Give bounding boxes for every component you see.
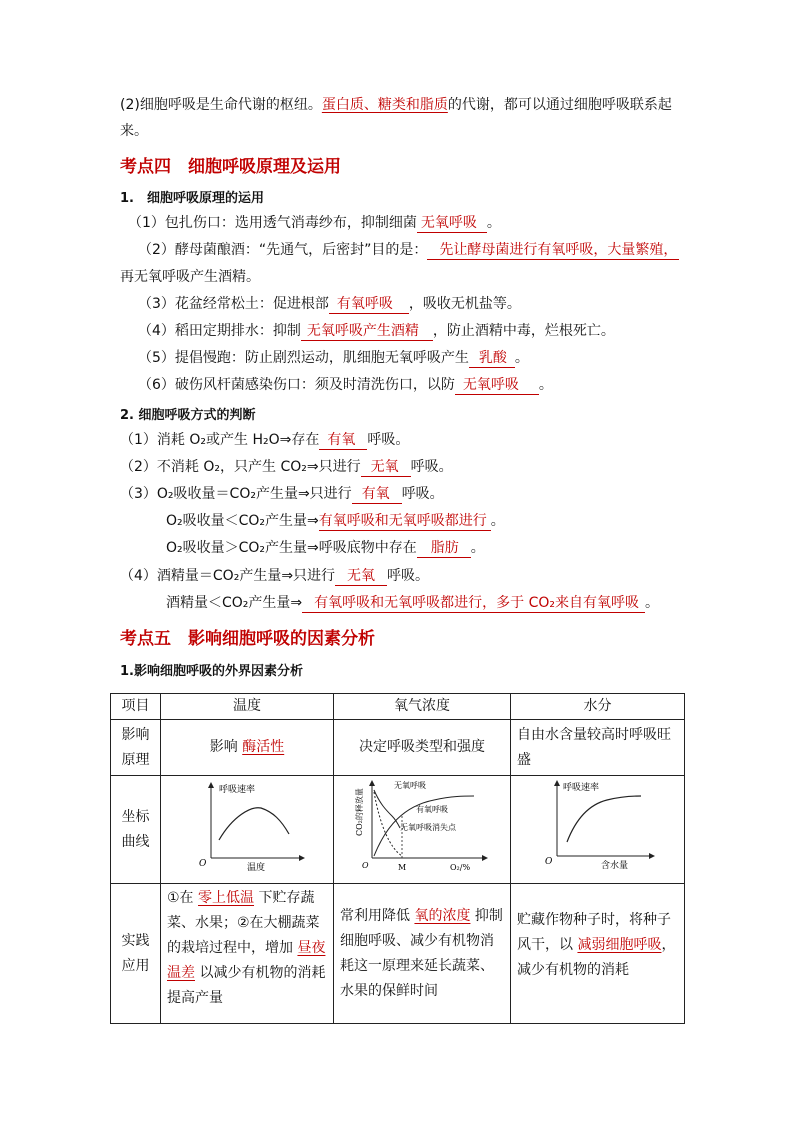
judge-text: O₂吸收量＜CO₂产生量⇒ (166, 513, 319, 529)
use-item-text: ，吸收无机盐等。 (408, 296, 521, 312)
table-row-chart (111, 776, 685, 884)
table-header-cell: 温度 (161, 694, 334, 720)
factors-table (110, 693, 685, 1024)
judge-text: 呼吸。 (401, 486, 444, 502)
intro-answer: 蛋白质、糖类和脂质 (321, 97, 448, 113)
use-item-answer: 无氧呼吸产生酒精 (301, 323, 433, 341)
temp-principle (161, 720, 334, 776)
use-item-text: （3）花盆经常松土：促进根部 (138, 296, 329, 312)
temp-app-text: 以减少有机物的消耗提高产量 (167, 965, 326, 1006)
judge-text: O₂吸收量＞CO₂产生量⇒呼吸底物中存在 (166, 540, 417, 556)
table-row-principle (111, 720, 685, 776)
section4-title: 考点四 细胞呼吸原理及运用 (120, 157, 341, 177)
use-item-5 (138, 348, 529, 368)
anaerobic-stop-label: 无氧呼吸消失点 (400, 823, 456, 832)
use-item-text: （6）破伤风杆菌感染伤口：须及时清洗伤口，以防 (138, 377, 455, 393)
judge-item-1 (120, 430, 409, 450)
judge-item-4b (166, 593, 659, 613)
use-item-text: （1）包扎伤口：选用透气消毒纱布，抑制细菌 (128, 215, 417, 231)
x-axis-label: 含水量 (601, 861, 629, 871)
water-application (511, 884, 685, 1024)
intro-text: (2)细胞呼吸是生命代谢的枢纽。 (120, 97, 322, 113)
y-axis-arrow (369, 780, 375, 786)
use-item-text: （2）酵母菌酿酒：“先通气，后密封”目的是： (138, 242, 428, 258)
judge-item-2 (120, 457, 453, 477)
use-item-3 (138, 294, 521, 314)
table-header-cell: 项目 (111, 694, 161, 720)
temp-chart-cell (161, 776, 334, 884)
origin-label: O (545, 857, 553, 867)
temp-app-text: 下贮存蔬菜、水果；②在大棚蔬菜的栽培过程中，增加 (167, 890, 320, 956)
judge-answer: 脂肪 (417, 540, 471, 558)
water-chart (511, 776, 684, 874)
judge-text: （3）O₂吸收量＝CO₂产生量⇒只进行 (120, 486, 352, 502)
table-header-cell: 水分 (511, 694, 685, 720)
origin-label: O (199, 859, 207, 869)
y-axis-label: CO₂的释放量 (355, 788, 364, 836)
water-chart-cell (511, 776, 685, 884)
section4-sub1: 1. 细胞呼吸原理的运用 (120, 191, 264, 206)
judge-text: 。 (470, 540, 485, 556)
judge-answer: 有氧呼吸和无氧呼吸都进行 (319, 513, 491, 531)
use-item-answer: 无氧呼吸 (455, 377, 539, 395)
m-label: M (398, 863, 407, 872)
temp-application (161, 884, 334, 1024)
use-item-text: 。 (514, 350, 529, 366)
use-item-2 (138, 240, 679, 260)
use-item-text: （5）提倡慢跑：防止剧烈运动，肌细胞无氧呼吸产生 (138, 350, 469, 366)
judge-answer: 无氧 (361, 459, 411, 477)
judge-item-3b (166, 511, 505, 531)
y-axis-label: 呼吸速率 (563, 783, 600, 793)
oxygen-chart-cell (334, 776, 511, 884)
aerobic-label: 有氧呼吸 (416, 805, 448, 814)
judge-answer: 有氧 (352, 486, 402, 504)
oxygen-app-answer: 氧的浓度 (414, 907, 471, 924)
oxygen-chart (334, 776, 510, 874)
temp-principle-answer: 酶活性 (242, 739, 285, 755)
judge-text: 呼吸。 (410, 459, 453, 475)
judge-text: 呼吸。 (367, 432, 410, 448)
oxygen-app-text: 常利用降低 (340, 907, 410, 924)
use-item-text: ，防止酒精中毒，烂根死亡。 (432, 323, 615, 339)
y-axis-label: 呼吸速率 (219, 785, 256, 795)
temperature-curve (219, 808, 289, 840)
intro-text-2: 的代谢，都可以通过细胞呼吸联系起 (447, 97, 672, 113)
use-item-1 (128, 213, 501, 233)
temp-app-text: ①在 (167, 890, 194, 906)
origin-label: O (362, 861, 369, 870)
judge-text: （4）酒精量＝CO₂产生量⇒只进行 (120, 568, 336, 584)
judge-item-3 (120, 484, 444, 504)
judge-text: 呼吸。 (387, 568, 430, 584)
judge-answer: 有氧 (319, 432, 367, 450)
oxygen-app-text: 抑制细胞呼吸、减少有机物消耗这一原理来延长蔬菜、水果的保鲜时间 (340, 907, 503, 999)
use-item-2-cont: 再无氧呼吸产生酒精。 (120, 269, 260, 285)
intro-line-1 (120, 95, 672, 115)
row-label-application: 实践应用 (111, 884, 161, 1024)
section5-sub1: 1.影响细胞呼吸的外界因素分析 (120, 664, 303, 679)
water-curve (567, 796, 641, 842)
judge-item-4 (120, 566, 429, 586)
y-axis-arrow (208, 782, 214, 788)
use-item-answer: 乳酸 (469, 350, 515, 368)
water-principle: 自由水含量较高时呼吸旺盛 (511, 720, 685, 776)
oxygen-application (334, 884, 511, 1024)
temp-principle-text: 影响 (209, 739, 238, 755)
anaerobic-label: 无氧呼吸 (394, 781, 426, 790)
temp-chart (161, 776, 333, 874)
x-axis-label: 温度 (247, 863, 266, 873)
table-row-application (111, 884, 685, 1024)
use-item-4 (138, 321, 615, 341)
judge-text: （1）消耗 O₂或产生 H₂O⇒存在 (120, 432, 320, 448)
use-item-text: 。 (486, 215, 501, 231)
water-app-text: ，减少有机物的消耗 (517, 937, 676, 978)
row-label-principle: 影响原理 (111, 720, 161, 776)
temp-app-answer: 零上低温 (198, 890, 255, 906)
use-item-answer: 无氧呼吸 (417, 215, 487, 233)
judge-answer: 有氧呼吸和无氧呼吸都进行，多于 CO₂来自有氧呼吸 (302, 595, 645, 613)
row-label-chart: 坐标曲线 (111, 776, 161, 884)
table-header-cell: 氧气浓度 (334, 694, 511, 720)
x-axis-arrow (299, 855, 305, 861)
x-axis-arrow (482, 855, 488, 861)
judge-text: （2）不消耗 O₂，只产生 CO₂⇒只进行 (120, 459, 361, 475)
water-app-text: 贮藏作物种子时，将种子风干，以 (517, 912, 671, 953)
use-item-answer: 有氧呼吸 (329, 296, 409, 314)
y-axis-arrow (554, 780, 560, 786)
judge-answer: 无氧 (335, 568, 387, 586)
use-item-6 (138, 375, 553, 395)
use-item-answer: 先让酵母菌进行有氧呼吸，大量繁殖， (427, 242, 679, 260)
oxygen-principle: 决定呼吸类型和强度 (334, 720, 511, 776)
temp-app-answer: 昼夜温差 (167, 940, 326, 981)
x-axis-arrow (649, 853, 655, 859)
judge-text: 。 (490, 513, 505, 529)
use-item-text: （4）稻田定期排水：抑制 (138, 323, 301, 339)
section5-title: 考点五 影响细胞呼吸的因素分析 (120, 629, 375, 649)
water-app-answer: 减弱细胞呼吸 (577, 937, 662, 953)
section4-sub2: 2. 细胞呼吸方式的判断 (120, 408, 256, 423)
judge-text: 。 (645, 595, 659, 611)
use-item-text: 。 (538, 377, 553, 393)
judge-item-3c (166, 538, 485, 558)
judge-text: 酒精量＜CO₂产生量⇒ (166, 595, 303, 611)
intro-line-2: 来。 (120, 123, 148, 139)
table-header-row (111, 694, 685, 720)
x-axis-label: O₂/% (450, 863, 471, 872)
